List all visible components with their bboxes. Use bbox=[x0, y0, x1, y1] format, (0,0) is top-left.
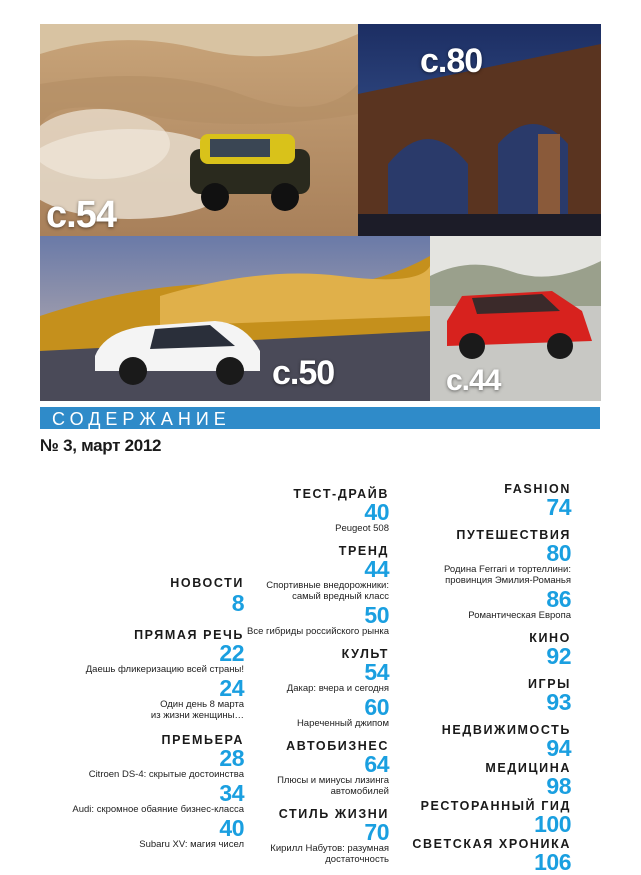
section-title: FASHION bbox=[504, 482, 571, 496]
page-number-link[interactable]: 8 bbox=[231, 590, 244, 616]
section-title: ПРЕМЬЕРА bbox=[161, 733, 244, 747]
issue-info: № 3, март 2012 bbox=[40, 436, 162, 455]
toc-column-3 bbox=[371, 482, 571, 873]
article-title: Subaru XV: магия чисел bbox=[139, 839, 244, 850]
photo-rally bbox=[40, 24, 358, 236]
article-title: Плюсы и минусы лизинга автомобилей bbox=[277, 775, 389, 797]
section-title: КИНО bbox=[529, 631, 571, 645]
section-title: АВТОБИЗНЕС bbox=[286, 739, 389, 753]
page-number-link[interactable]: 22 bbox=[219, 640, 244, 666]
section-title: НЕДВИЖИМОСТЬ bbox=[441, 723, 571, 737]
page-label-80: с.80 bbox=[420, 42, 483, 80]
section-title: СТИЛЬ ЖИЗНИ bbox=[278, 807, 389, 821]
section-title: КУЛЬТ bbox=[341, 647, 389, 661]
article-title: Кирилл Набутов: разумная достаточность bbox=[270, 843, 389, 865]
toc-section bbox=[189, 807, 389, 865]
section-title: СВЕТСКАЯ ХРОНИКА bbox=[412, 837, 571, 851]
contents-heading-band bbox=[40, 407, 600, 429]
article-title: Романтическая Европа bbox=[468, 610, 571, 621]
toc-section bbox=[189, 544, 389, 637]
contents-heading: СОДЕРЖАНИЕ bbox=[52, 409, 231, 429]
page-label-50: с.50 bbox=[272, 354, 335, 392]
article-title: Peugeot 508 bbox=[335, 523, 389, 534]
section-title: ТЕСТ-ДРАЙВ bbox=[293, 487, 389, 501]
section-title: РЕСТОРАННЫЙ ГИД bbox=[420, 799, 571, 813]
photo-lexus bbox=[40, 236, 430, 401]
photo-lambo bbox=[430, 236, 601, 401]
page-number-link[interactable]: 24 bbox=[219, 675, 244, 701]
page-number-link[interactable]: 44 bbox=[364, 556, 389, 582]
page-number-link[interactable]: 54 bbox=[364, 659, 389, 685]
page-number-link[interactable]: 28 bbox=[219, 745, 244, 771]
page-number-link[interactable]: 93 bbox=[546, 689, 571, 715]
article-title: Нареченный джипом bbox=[296, 718, 389, 729]
toc-section bbox=[371, 677, 571, 713]
toc-section bbox=[371, 528, 571, 621]
page-number-link[interactable]: 40 bbox=[219, 815, 244, 841]
article-title: Спортивные внедорожники: самый вредный класс bbox=[266, 580, 389, 602]
page-number-link[interactable]: 34 bbox=[219, 780, 244, 806]
page-number-link[interactable]: 50 bbox=[364, 602, 389, 628]
toc-section bbox=[371, 761, 571, 797]
section-title: ТРЕНД bbox=[338, 544, 389, 558]
toc-section bbox=[189, 487, 389, 534]
toc-section bbox=[371, 631, 571, 667]
page-number-link[interactable]: 64 bbox=[364, 751, 389, 777]
section-title: ПУТЕШЕСТВИЯ bbox=[456, 528, 571, 542]
page-label-44: с.44 bbox=[446, 364, 501, 397]
page-number-link[interactable]: 70 bbox=[364, 819, 389, 845]
toc-section bbox=[371, 837, 571, 873]
page-number-link[interactable]: 40 bbox=[364, 499, 389, 525]
page-number-link[interactable]: 80 bbox=[546, 540, 571, 566]
article-title: Audi: скромное обаяние бизнес-класса bbox=[72, 804, 244, 815]
page-number-link[interactable]: 100 bbox=[534, 811, 571, 837]
page-number-link[interactable]: 92 bbox=[546, 643, 571, 669]
toc-section bbox=[189, 739, 389, 797]
page-number-link[interactable]: 60 bbox=[364, 694, 389, 720]
section-title: ИГРЫ bbox=[527, 677, 571, 691]
page-number-link[interactable]: 106 bbox=[534, 849, 571, 875]
article-title: Родина Ferrari и тортеллини: провинция Эмилия-Романья bbox=[444, 564, 571, 586]
article-title: Все гибриды российского рынка bbox=[247, 626, 389, 637]
toc-column-2 bbox=[189, 487, 389, 865]
section-title: МЕДИЦИНА bbox=[485, 761, 571, 775]
article-title: Даешь фликеризацию всей страны! bbox=[85, 664, 244, 675]
article-title: Citroen DS-4: скрытые достоинства bbox=[88, 769, 244, 780]
toc-section bbox=[189, 647, 389, 729]
toc-section bbox=[371, 799, 571, 835]
page-label-54: с.54 bbox=[46, 194, 116, 236]
photo-arches bbox=[358, 24, 601, 236]
section-title: НОВОСТИ bbox=[170, 576, 244, 590]
page-number-link[interactable]: 98 bbox=[546, 773, 571, 799]
toc-section bbox=[371, 723, 571, 759]
page-number-link[interactable]: 94 bbox=[546, 735, 571, 761]
toc-section bbox=[371, 482, 571, 518]
section-title: ПРЯМАЯ РЕЧЬ bbox=[134, 628, 244, 642]
article-title: Один день 8 марта из жизни женщины… bbox=[150, 699, 244, 721]
page-number-link[interactable]: 86 bbox=[546, 586, 571, 612]
article-title: Дакар: вчера и сегодня bbox=[286, 683, 389, 694]
page-number-link[interactable]: 74 bbox=[546, 494, 571, 520]
